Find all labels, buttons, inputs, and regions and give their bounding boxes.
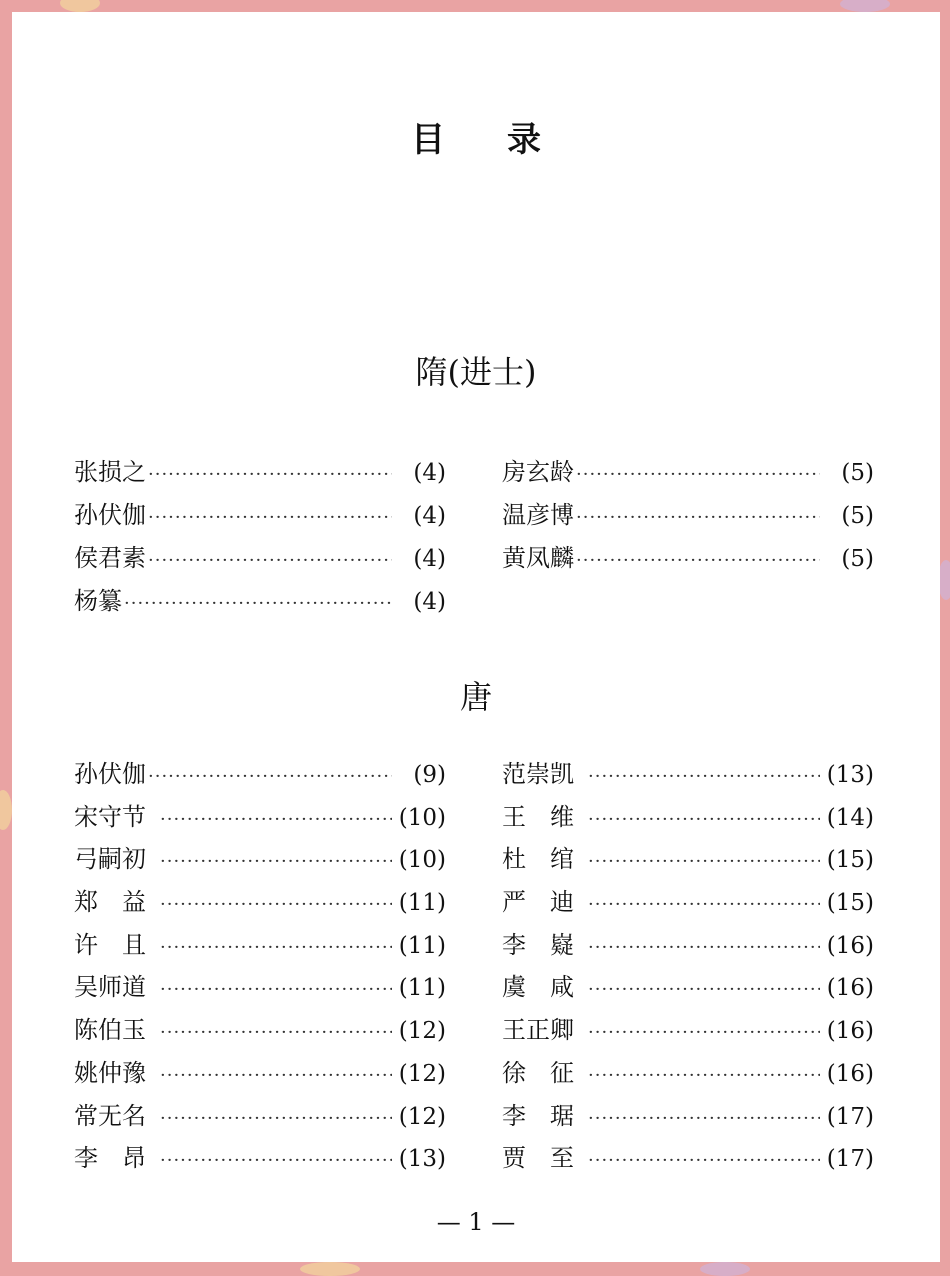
- entry-page: (17): [826, 1103, 874, 1130]
- leader-dots: [588, 1150, 820, 1171]
- entry-page: (12): [398, 1060, 446, 1087]
- entry-page: (11): [398, 932, 446, 959]
- entry-page: (15): [826, 847, 874, 874]
- entry-name: 李 琚: [502, 1101, 574, 1130]
- entry-name: 严 迪: [502, 888, 574, 917]
- toc-column-left-sui: [74, 452, 446, 624]
- entry-page: (10): [398, 804, 446, 831]
- toc-entry[interactable]: [74, 1138, 446, 1181]
- entry-name: 李 嶷: [502, 930, 574, 959]
- toc-entry[interactable]: [502, 967, 874, 1010]
- leader-dots: [588, 937, 820, 958]
- leader-dots: [576, 464, 820, 485]
- leader-dots: [588, 1108, 820, 1129]
- entry-name: 温彦博: [502, 501, 574, 529]
- title-char: 目: [411, 120, 445, 160]
- entry-name: 王 维: [502, 802, 574, 831]
- entry-name: 孙伏伽: [74, 760, 146, 788]
- toc-page: [12, 12, 940, 1262]
- toc-entry[interactable]: [74, 925, 446, 968]
- entry-page: (12): [398, 1103, 446, 1130]
- toc-entry[interactable]: [74, 839, 446, 882]
- toc-entry[interactable]: [74, 581, 446, 624]
- entry-page: (5): [841, 503, 874, 529]
- border-flower-decoration: [0, 790, 12, 830]
- entry-name: 贾 至: [502, 1144, 574, 1173]
- entry-name: 姚仲豫: [74, 1058, 146, 1087]
- entry-name: 徐 征: [502, 1058, 574, 1087]
- toc-entry[interactable]: [502, 538, 874, 581]
- entry-page: (9): [413, 762, 446, 788]
- entry-page: (5): [841, 546, 874, 572]
- leader-dots: [160, 1022, 392, 1043]
- leader-dots: [588, 979, 820, 1000]
- toc-column-left-tang: [74, 754, 446, 1181]
- toc-entry[interactable]: [74, 495, 446, 538]
- toc-entry[interactable]: [502, 495, 874, 538]
- entry-name: 侯君素: [74, 544, 146, 572]
- leader-dots: [148, 766, 392, 787]
- entry-name: 房玄龄: [502, 458, 574, 486]
- leader-dots: [160, 1150, 392, 1171]
- leader-dots: [160, 809, 392, 830]
- entry-name: 弓嗣初: [74, 845, 146, 874]
- toc-entry[interactable]: [502, 754, 874, 797]
- leader-dots: [588, 1022, 820, 1043]
- leader-dots: [576, 550, 820, 571]
- toc-entry[interactable]: [502, 1053, 874, 1096]
- entry-page: (16): [826, 975, 874, 1002]
- leader-dots: [124, 593, 392, 614]
- leader-dots: [160, 851, 392, 872]
- section-heading-tang: 唐: [459, 678, 492, 716]
- entry-page: (16): [826, 1060, 874, 1087]
- toc-entry[interactable]: [502, 882, 874, 925]
- leader-dots: [148, 550, 392, 571]
- entry-name: 常无名: [74, 1101, 146, 1130]
- entry-page: (12): [398, 1018, 446, 1045]
- entry-page: (13): [398, 1146, 446, 1173]
- entry-page: (17): [826, 1146, 874, 1173]
- entry-page: (13): [826, 762, 874, 788]
- toc-entry[interactable]: [74, 1010, 446, 1053]
- entry-name: 李 昂: [74, 1144, 146, 1173]
- entry-name: 范崇凯: [502, 760, 574, 788]
- border-flower-decoration: [60, 0, 100, 12]
- entry-page: (14): [826, 804, 874, 831]
- entry-page: (4): [413, 460, 446, 486]
- leader-dots: [160, 979, 392, 1000]
- leader-dots: [588, 1065, 820, 1086]
- toc-entry[interactable]: [74, 1096, 446, 1139]
- toc-entry[interactable]: [502, 1096, 874, 1139]
- toc-entry[interactable]: [502, 925, 874, 968]
- entry-page: (4): [413, 503, 446, 529]
- entry-name: 宋守节: [74, 802, 146, 831]
- title-char: 录: [507, 120, 541, 160]
- entry-page: (16): [826, 932, 874, 959]
- toc-entry[interactable]: [502, 839, 874, 882]
- toc-entry[interactable]: [74, 538, 446, 581]
- leader-dots: [160, 1065, 392, 1086]
- entry-page: (4): [413, 546, 446, 572]
- entry-name: 陈伯玉: [74, 1016, 146, 1045]
- entry-name: 许 且: [74, 930, 146, 959]
- entry-name: 郑 益: [74, 888, 146, 917]
- entry-name: 张损之: [74, 458, 146, 486]
- entry-name: 杨纂: [74, 587, 122, 615]
- page-number-footer: — 1 —: [436, 1208, 516, 1236]
- entry-name: 黄凤麟: [502, 544, 574, 572]
- toc-entry[interactable]: [74, 1053, 446, 1096]
- entry-page: (11): [398, 890, 446, 917]
- entry-page: (16): [826, 1018, 874, 1045]
- leader-dots: [576, 507, 820, 528]
- leader-dots: [148, 507, 392, 528]
- entry-page: (4): [413, 589, 446, 615]
- entry-page: (5): [841, 460, 874, 486]
- entry-name: 孙伏伽: [74, 501, 146, 529]
- leader-dots: [588, 851, 820, 872]
- border-flower-decoration: [840, 0, 890, 12]
- toc-entry[interactable]: [74, 754, 446, 797]
- toc-entry[interactable]: [74, 452, 446, 495]
- page-title: [12, 112, 940, 161]
- leader-dots: [160, 1108, 392, 1129]
- entry-name: 虞 咸: [502, 973, 574, 1002]
- entry-page: (11): [398, 975, 446, 1002]
- toc-column-right-tang: [502, 754, 874, 1181]
- toc-entry[interactable]: [502, 1138, 874, 1181]
- leader-dots: [588, 766, 820, 787]
- leader-dots: [160, 937, 392, 958]
- toc-column-right-sui: [502, 452, 874, 581]
- toc-entry[interactable]: [502, 797, 874, 840]
- toc-entry[interactable]: [74, 882, 446, 925]
- toc-entry[interactable]: [74, 797, 446, 840]
- leader-dots: [588, 809, 820, 830]
- entry-page: (10): [398, 847, 446, 874]
- section-heading-sui: 隋(进士): [415, 353, 537, 391]
- entry-page: (15): [826, 890, 874, 917]
- toc-entry[interactable]: [74, 967, 446, 1010]
- leader-dots: [160, 894, 392, 915]
- toc-entry[interactable]: [502, 452, 874, 495]
- leader-dots: [148, 464, 392, 485]
- entry-name: 王正卿: [502, 1016, 574, 1045]
- toc-entry[interactable]: [502, 1010, 874, 1053]
- leader-dots: [588, 894, 820, 915]
- entry-name: 杜 绾: [502, 845, 574, 874]
- entry-name: 吴师道: [74, 973, 146, 1002]
